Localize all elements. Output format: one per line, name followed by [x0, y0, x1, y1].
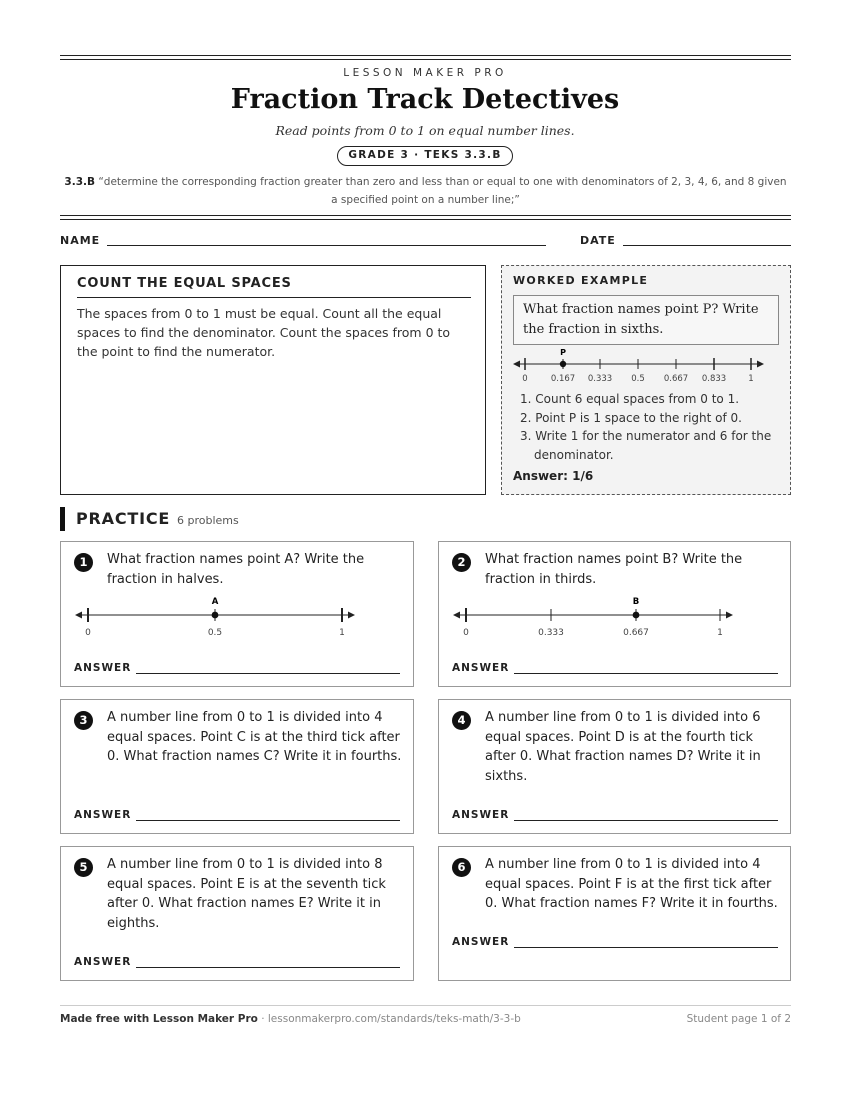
tick-label: 0.167: [550, 374, 576, 384]
header-double-rule: [60, 215, 791, 220]
answer-line[interactable]: [514, 947, 778, 948]
problem-number: 6: [452, 858, 471, 877]
answer-label: ANSWER: [452, 662, 510, 674]
page-title: Fraction Track Detectives: [230, 84, 620, 115]
answer-label: ANSWER: [452, 809, 510, 821]
tick-label: 0: [522, 374, 528, 384]
top-double-rule: [60, 55, 791, 60]
answer-label: ANSWER: [74, 809, 132, 821]
problem-text: What fraction names point B? Write the fraction in thirds.: [485, 552, 743, 587]
worked-example-box: [501, 265, 791, 495]
footer-page-number: Student page 1 of 2: [686, 1013, 791, 1025]
standard-code: 3.3.B: [64, 176, 96, 188]
problem-card-3: [60, 699, 414, 834]
problem-text: A number line from 0 to 1 is divided into 4 equal spaces. Point C is at the third tick after 0. What fraction names C? Write it in fourths.: [107, 710, 402, 764]
concept-heading: COUNT THE EQUAL SPACES: [77, 276, 471, 298]
tick-label: 1: [339, 628, 345, 638]
tick-label: 0.333: [538, 628, 564, 638]
problem-card-2: [438, 541, 791, 687]
problem-number: 2: [452, 553, 471, 572]
answer-line[interactable]: [136, 820, 400, 821]
footer-rule: [60, 1005, 791, 1006]
answer-line[interactable]: [136, 967, 400, 968]
worked-example-number-line: [502, 346, 792, 386]
problem-text: A number line from 0 to 1 is divided into 8 equal spaces. Point E is at the seventh tick after 0. What fraction names E? Write it in eighths.: [107, 857, 386, 931]
point-b-marker: [633, 612, 640, 619]
footer-credit: [60, 1013, 521, 1025]
practice-accent-bar: [60, 507, 65, 531]
tick-label: 0.333: [587, 374, 613, 384]
answer-label: ANSWER: [74, 662, 132, 674]
answer-line[interactable]: [514, 673, 778, 674]
grade-badge: GRADE 3 · TEKS 3.3.B: [337, 146, 513, 166]
step-item: 1. Count 6 equal spaces from 0 to 1.: [520, 392, 740, 406]
step-item: 3. Write 1 for the numerator and 6 for the denominator.: [520, 429, 772, 462]
practice-heading: PRACTICE: [76, 509, 171, 528]
tick-label: 1: [717, 628, 723, 638]
brand-name: LESSON MAKER PRO: [343, 67, 507, 79]
footer-made-with: Made free with Lesson Maker Pro: [60, 1013, 258, 1025]
date-label: DATE: [580, 234, 616, 247]
tick-label: 0: [85, 628, 91, 638]
name-line[interactable]: [107, 245, 546, 246]
footer-url[interactable]: · lessonmakerpro.com/standards/teks-math/3-3-b: [257, 1013, 521, 1025]
step-item: 2. Point P is 1 space to the right of 0.: [520, 410, 742, 425]
tick-label: 0.667: [623, 628, 649, 638]
tick-label: 0.833: [701, 374, 727, 384]
problem-number: 5: [74, 858, 93, 877]
worked-example-answer: Answer: 1/6: [513, 469, 594, 483]
problem-2-number-line: [439, 595, 792, 640]
problem-card-5: [60, 846, 414, 981]
answer-line[interactable]: [136, 673, 400, 674]
answer-line[interactable]: [514, 820, 778, 821]
tick-label: 0.667: [663, 374, 689, 384]
concept-body: The spaces from 0 to 1 must be equal. Count all the equal spaces to find the denominator. Count the spaces from 0 to the point to find the numerator.: [77, 306, 451, 359]
problem-text: A number line from 0 to 1 is divided into 6 equal spaces. Point D is at the fourth tick after 0. What fraction names D? Write it in sixths.: [485, 710, 761, 784]
point-a-label: A: [211, 597, 219, 607]
tick-label: 1: [748, 374, 754, 384]
tick-label: 0.5: [631, 374, 645, 384]
name-label: NAME: [60, 234, 101, 247]
page-subtitle: Read points from 0 to 1 on equal number lines.: [275, 123, 575, 138]
problem-text: A number line from 0 to 1 is divided into 4 equal spaces. Point F is at the first tick after 0. What fraction names F? Write it in fourths.: [485, 857, 778, 911]
point-a-marker: [212, 612, 219, 619]
tick-label: 0.5: [207, 628, 223, 638]
problem-card-1: [60, 541, 414, 687]
point-p-label: P: [560, 348, 566, 357]
tick-label: 0: [463, 628, 469, 638]
problem-number: 4: [452, 711, 471, 730]
point-p-marker: [560, 361, 566, 367]
problem-1-number-line: [61, 595, 415, 640]
concept-box: [60, 265, 486, 495]
practice-count: 6 problems: [177, 514, 239, 527]
standard-text: “determine the corresponding fraction greater than zero and less than or equal to one with denominators of 2, 3, 4, 6, and 8 given a specified point on a number line;”: [98, 176, 787, 206]
problem-card-4: [438, 699, 791, 834]
date-line[interactable]: [623, 245, 791, 246]
standard-statement: [60, 173, 791, 209]
answer-label: ANSWER: [74, 956, 132, 968]
worked-example-question: What fraction names point P? Write the fraction in sixths.: [513, 295, 779, 345]
problem-text: What fraction names point A? Write the fraction in halves.: [107, 552, 365, 587]
problem-number: 3: [74, 711, 93, 730]
point-b-label: B: [632, 597, 640, 607]
problem-number: 1: [74, 553, 93, 572]
problem-card-6: [438, 846, 791, 981]
worked-example-steps: [513, 390, 783, 464]
answer-label: ANSWER: [452, 936, 510, 948]
worked-example-label: WORKED EXAMPLE: [513, 274, 649, 287]
